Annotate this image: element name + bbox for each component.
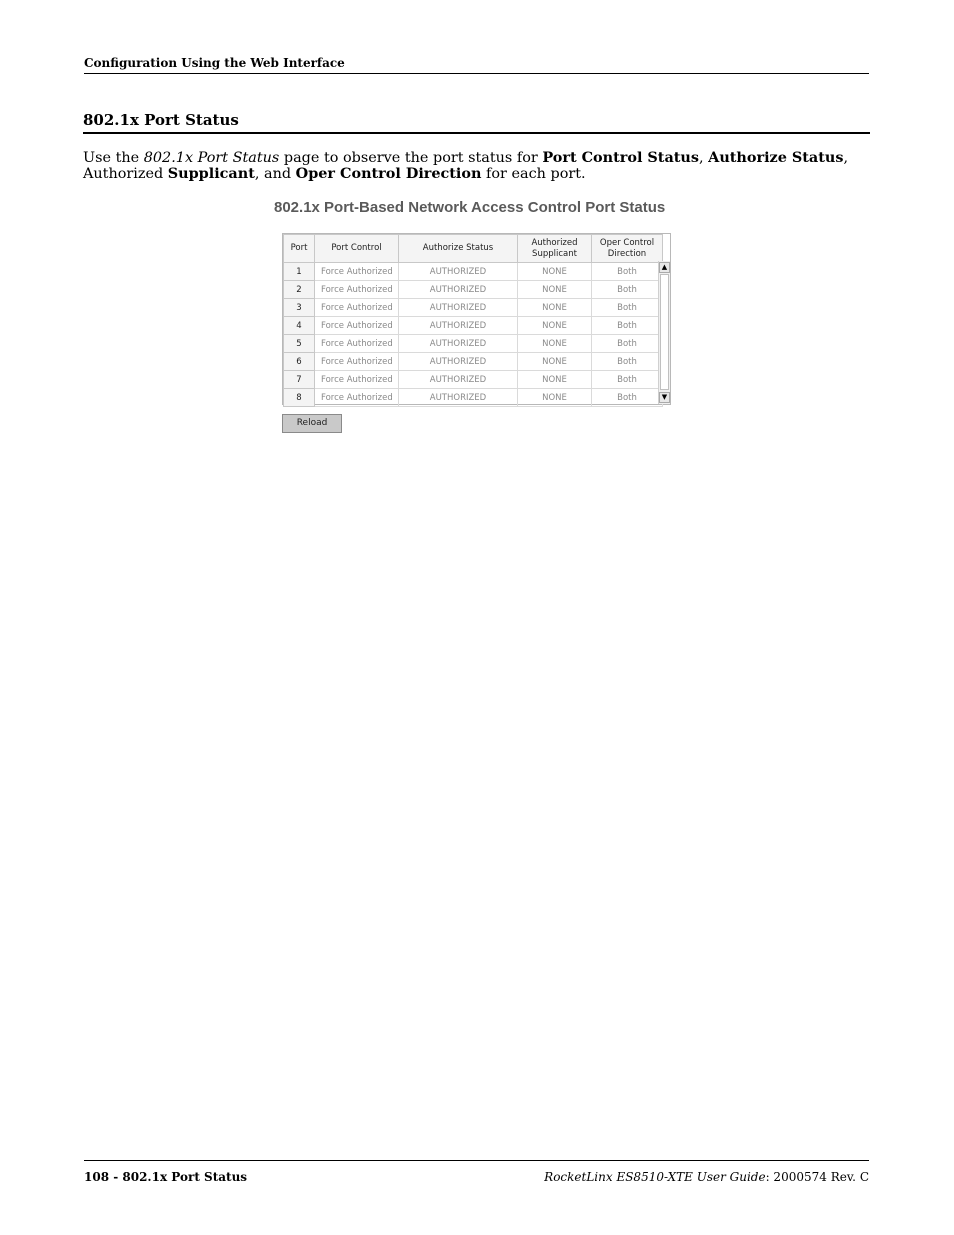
table-header-row — [284, 235, 663, 263]
authorize-status-cell: AUTHORIZED — [399, 317, 518, 335]
direction-cell: Both — [592, 371, 663, 389]
direction-cell: Both — [592, 353, 663, 371]
intro-term-supplicant: Supplicant — [167, 165, 255, 182]
intro-text: for each port. — [481, 166, 586, 182]
table-row — [284, 389, 663, 407]
scrollbar-thumb[interactable] — [660, 274, 669, 390]
port-control-cell: Force Authorized — [315, 371, 399, 389]
column-header-port: Port — [284, 235, 315, 263]
port-cell: 7 — [284, 371, 315, 389]
footer-doc-number: : 2000574 Rev. C — [765, 1170, 869, 1184]
direction-cell: Both — [592, 263, 663, 281]
direction-cell: Both — [592, 389, 663, 407]
table-row — [284, 299, 663, 317]
supplicant-cell: NONE — [518, 335, 592, 353]
port-cell: 6 — [284, 353, 315, 371]
footer-page-label: 108 - 802.1x Port Status — [84, 1170, 248, 1184]
column-header-line: Oper Control — [599, 237, 655, 248]
column-header-line: Authorized — [531, 237, 578, 248]
port-cell: 5 — [284, 335, 315, 353]
intro-term-port-control-status: Port Control Status — [542, 149, 699, 166]
supplicant-cell: NONE — [518, 263, 592, 281]
port-control-cell: Force Authorized — [315, 281, 399, 299]
scroll-up-arrow-icon[interactable]: ▲ — [659, 262, 670, 273]
column-header-authorized-supplicant — [518, 235, 592, 263]
table-row — [284, 317, 663, 335]
port-control-cell: Force Authorized — [315, 335, 399, 353]
intro-text: page to observe the port status for — [279, 150, 543, 166]
column-header-oper-control-direction — [592, 235, 663, 263]
footer-document-title — [544, 1170, 869, 1184]
supplicant-cell: NONE — [518, 389, 592, 407]
port-control-cell: Force Authorized — [315, 317, 399, 335]
table-scrollbar[interactable] — [658, 261, 670, 404]
supplicant-cell: NONE — [518, 371, 592, 389]
direction-cell: Both — [592, 317, 663, 335]
column-header-authorize-status: Authorize Status — [399, 235, 518, 263]
intro-text: Use the — [83, 150, 144, 166]
port-cell: 4 — [284, 317, 315, 335]
port-cell: 3 — [284, 299, 315, 317]
port-status-table — [283, 234, 663, 407]
authorize-status-cell: AUTHORIZED — [399, 263, 518, 281]
section-title: 802.1x Port Status — [83, 111, 870, 134]
authorize-status-cell: AUTHORIZED — [399, 281, 518, 299]
authorize-status-cell: AUTHORIZED — [399, 371, 518, 389]
port-control-cell: Force Authorized — [315, 389, 399, 407]
port-cell: 1 — [284, 263, 315, 281]
figure-title: 802.1x Port-Based Network Access Control Port Status — [274, 199, 666, 216]
column-header-port-control: Port Control — [315, 235, 399, 263]
port-cell: 8 — [284, 389, 315, 407]
supplicant-cell: NONE — [518, 281, 592, 299]
page-footer — [84, 1160, 869, 1184]
supplicant-cell: NONE — [518, 353, 592, 371]
authorize-status-cell: AUTHORIZED — [399, 353, 518, 371]
port-cell: 2 — [284, 281, 315, 299]
footer-guide-name: RocketLinx ES8510-XTE User Guide — [544, 1170, 766, 1184]
table-row — [284, 353, 663, 371]
intro-page-name: 802.1x Port Status — [143, 150, 280, 166]
authorize-status-cell: AUTHORIZED — [399, 299, 518, 317]
supplicant-cell: NONE — [518, 299, 592, 317]
intro-term-oper-control-direction: Oper Control Direction — [295, 165, 482, 182]
direction-cell: Both — [592, 299, 663, 317]
table-row — [284, 335, 663, 353]
running-header: Configuration Using the Web Interface — [84, 56, 869, 74]
port-control-cell: Force Authorized — [315, 263, 399, 281]
port-status-table-frame — [282, 233, 671, 405]
scroll-down-arrow-icon[interactable]: ▼ — [659, 392, 670, 403]
table-row — [284, 281, 663, 299]
intro-term-authorize-status: Authorize Status — [708, 149, 844, 166]
port-control-cell: Force Authorized — [315, 299, 399, 317]
intro-text: , and — [254, 166, 296, 182]
authorize-status-cell: AUTHORIZED — [399, 389, 518, 407]
direction-cell: Both — [592, 281, 663, 299]
table-row — [284, 371, 663, 389]
intro-text: , Authorized — [83, 150, 849, 182]
supplicant-cell: NONE — [518, 317, 592, 335]
direction-cell: Both — [592, 335, 663, 353]
port-control-cell: Force Authorized — [315, 353, 399, 371]
reload-button[interactable]: Reload — [282, 414, 342, 433]
intro-text: , — [699, 150, 709, 166]
authorize-status-cell: AUTHORIZED — [399, 335, 518, 353]
intro-paragraph — [83, 150, 873, 182]
column-header-line: Supplicant — [532, 248, 577, 259]
table-row — [284, 263, 663, 281]
column-header-line: Direction — [607, 248, 647, 259]
